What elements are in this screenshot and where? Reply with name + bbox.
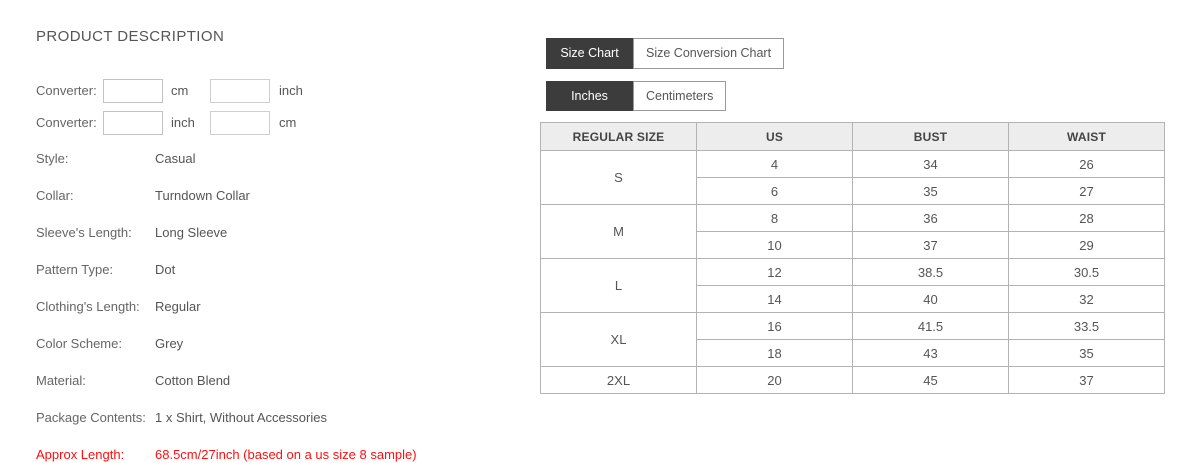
size-table-row (541, 205, 1165, 232)
size-table-cell: 35 (1009, 340, 1165, 367)
attribute-row (36, 299, 456, 314)
attribute-label: Pattern Type: (36, 262, 114, 277)
size-table-row (541, 367, 1165, 394)
converter-unit-label: inch (279, 83, 303, 98)
size-table-cell: 4 (697, 151, 853, 178)
size-table-row (541, 313, 1165, 340)
size-table-row (541, 259, 1165, 286)
attribute-label: Color Scheme: (36, 336, 122, 351)
size-chart-panel (540, 38, 1165, 394)
converter-unit-label: inch (171, 115, 195, 130)
size-table-cell: 33.5 (1009, 313, 1165, 340)
size-table-cell: 37 (853, 232, 1009, 259)
tab-centimeters[interactable]: Centimeters (633, 81, 726, 111)
size-table-header-cell: WAIST (1009, 123, 1165, 151)
size-table-cell: 43 (853, 340, 1009, 367)
size-table-wrap (540, 122, 1165, 394)
attribute-row (36, 410, 456, 425)
size-table (540, 122, 1165, 394)
product-description-panel (36, 28, 456, 463)
size-table-cell: 10 (697, 232, 853, 259)
attribute-value: Cotton Blend (155, 373, 231, 388)
size-table-cell: 6 (697, 178, 853, 205)
size-group-cell: S (541, 151, 697, 205)
chart-tabs (546, 38, 1165, 69)
attribute-label: Clothing's Length: (36, 299, 140, 314)
size-table-cell: 16 (697, 313, 853, 340)
size-group-cell: L (541, 259, 697, 313)
size-table-cell: 30.5 (1009, 259, 1165, 286)
tab-size-conversion-chart[interactable]: Size Conversion Chart (633, 38, 784, 69)
size-table-row (541, 151, 1165, 178)
size-table-cell: 20 (697, 367, 853, 394)
converter-inch-output[interactable] (210, 79, 270, 103)
converter-section (36, 79, 456, 135)
converter-label: Converter: (36, 115, 97, 130)
size-table-cell: 34 (853, 151, 1009, 178)
converter-unit-label: cm (279, 115, 297, 130)
attribute-row (36, 188, 456, 203)
size-table-cell: 26 (1009, 151, 1165, 178)
size-table-cell: 32 (1009, 286, 1165, 313)
attribute-value: Turndown Collar (155, 188, 250, 203)
converter-label: Converter: (36, 83, 97, 98)
size-table-header-cell: REGULAR SIZE (541, 123, 697, 151)
attribute-row (36, 373, 456, 388)
size-table-cell: 12 (697, 259, 853, 286)
attribute-row (36, 262, 456, 277)
attribute-value: Long Sleeve (155, 225, 228, 240)
attribute-row (36, 336, 456, 351)
attribute-label: Sleeve's Length: (36, 225, 132, 240)
size-table-cell: 38.5 (853, 259, 1009, 286)
attribute-row (36, 151, 456, 166)
size-group-cell: M (541, 205, 697, 259)
page-title: PRODUCT DESCRIPTION (36, 28, 225, 45)
attribute-value: Grey (155, 336, 184, 351)
converter-unit-label: cm (171, 83, 189, 98)
attribute-value: Casual (155, 151, 196, 166)
attribute-row (36, 447, 456, 462)
size-table-cell: 28 (1009, 205, 1165, 232)
size-table-cell: 18 (697, 340, 853, 367)
size-table-cell: 8 (697, 205, 853, 232)
size-table-cell: 29 (1009, 232, 1165, 259)
attribute-value: 68.5cm/27inch (based on a us size 8 sample) (155, 447, 417, 462)
size-table-cell: 27 (1009, 178, 1165, 205)
converter-row-cm-to-inch (36, 79, 456, 103)
attribute-label: Collar: (36, 188, 74, 203)
size-table-cell: 37 (1009, 367, 1165, 394)
converter-inch-input[interactable] (103, 111, 163, 135)
attribute-label: Package Contents: (36, 410, 146, 425)
size-table-header-cell: BUST (853, 123, 1009, 151)
converter-cm-input[interactable] (103, 79, 163, 103)
unit-tabs (546, 81, 1165, 111)
size-table-cell: 36 (853, 205, 1009, 232)
converter-row-inch-to-cm (36, 111, 456, 135)
attribute-value: 1 x Shirt, Without Accessories (155, 410, 327, 425)
tab-inches[interactable]: Inches (546, 81, 633, 111)
size-table-header-row (541, 123, 1165, 151)
attribute-list (36, 151, 456, 462)
size-table-cell: 40 (853, 286, 1009, 313)
size-table-header-cell: US (697, 123, 853, 151)
attribute-label: Material: (36, 373, 86, 388)
attribute-value: Dot (155, 262, 176, 277)
attribute-row (36, 225, 456, 240)
size-table-cell: 14 (697, 286, 853, 313)
size-table-cell: 41.5 (853, 313, 1009, 340)
attribute-value: Regular (155, 299, 201, 314)
size-group-cell: XL (541, 313, 697, 367)
converter-cm-output[interactable] (210, 111, 270, 135)
tab-size-chart[interactable]: Size Chart (546, 38, 633, 69)
size-table-cell: 35 (853, 178, 1009, 205)
attribute-label: Approx Length: (36, 447, 125, 462)
attribute-label: Style: (36, 151, 69, 166)
size-group-cell: 2XL (541, 367, 697, 394)
size-table-cell: 45 (853, 367, 1009, 394)
